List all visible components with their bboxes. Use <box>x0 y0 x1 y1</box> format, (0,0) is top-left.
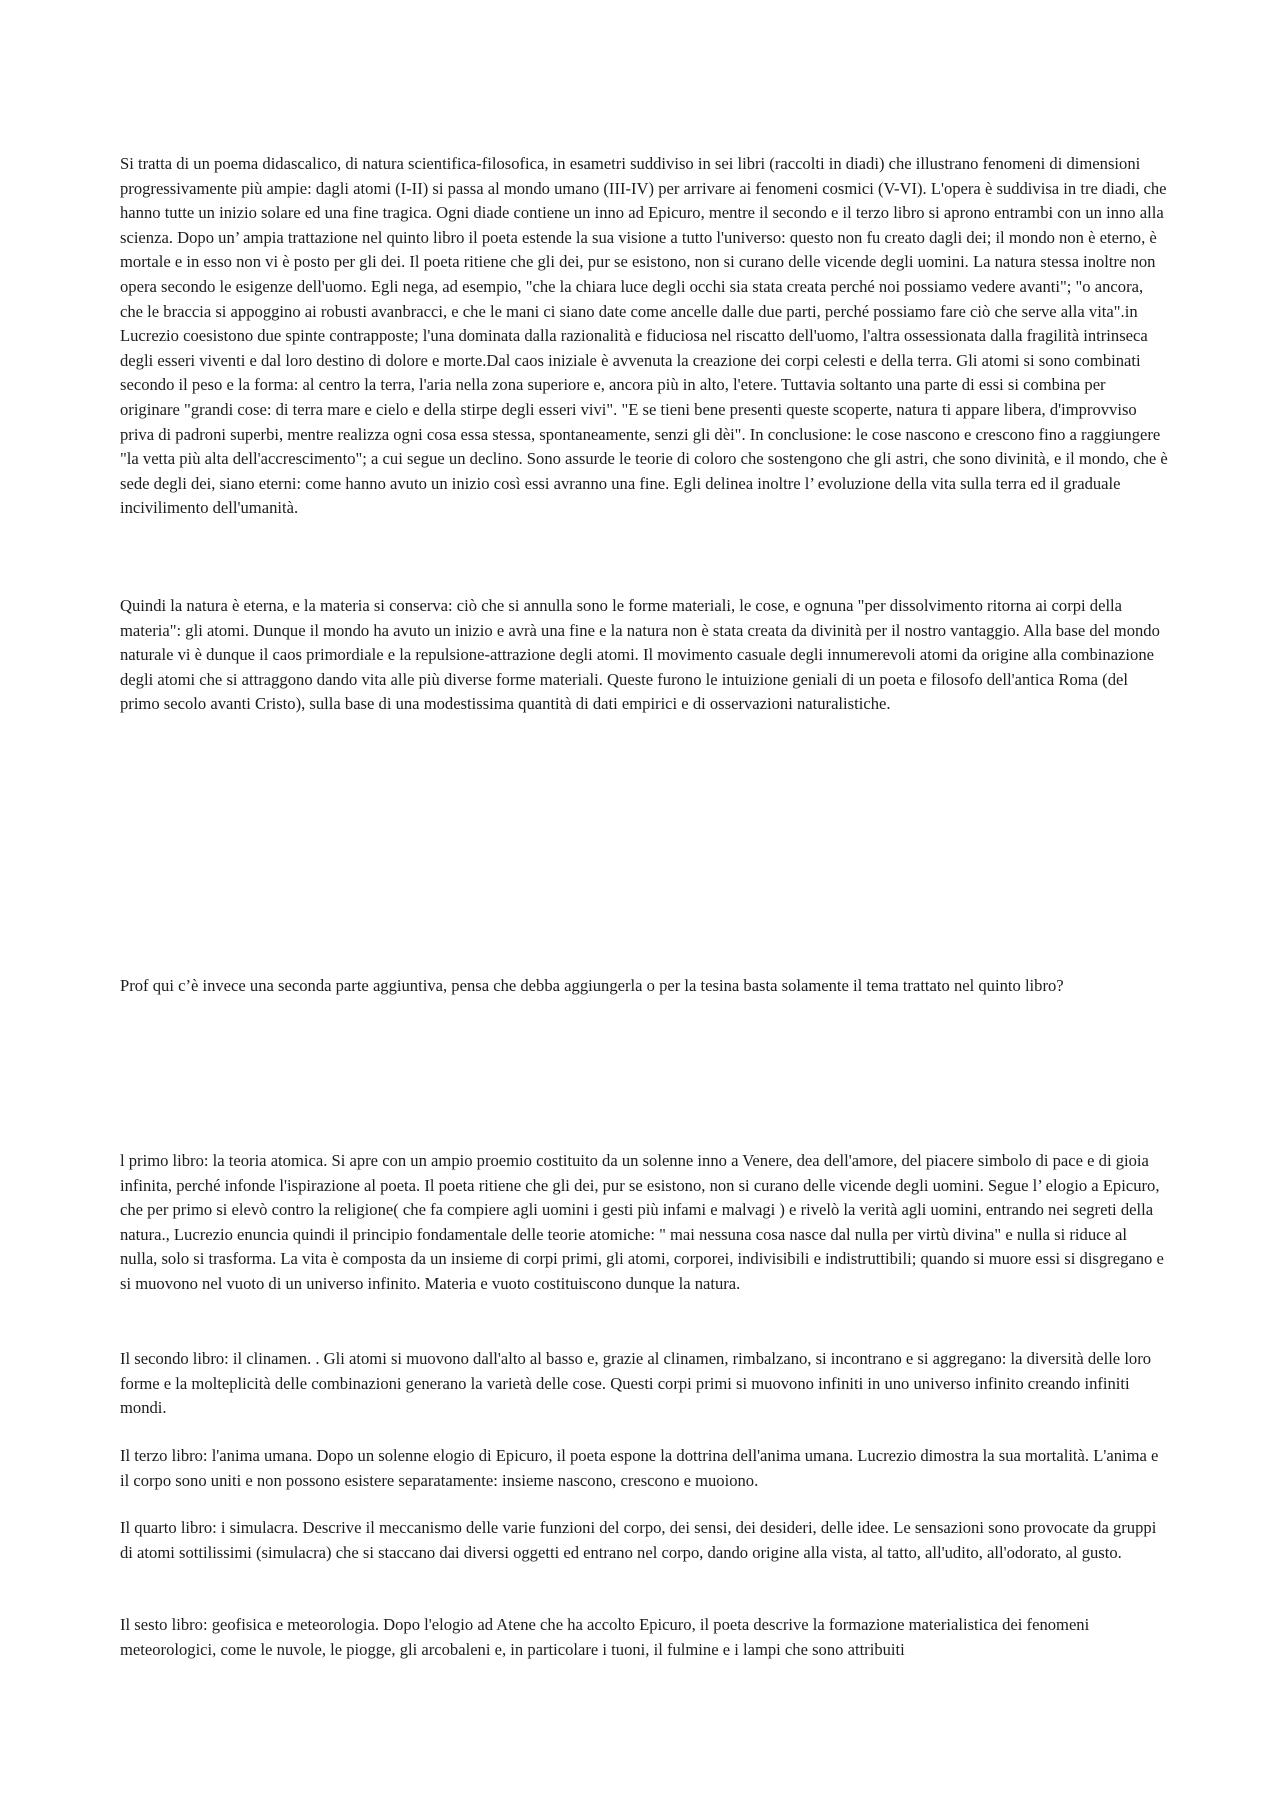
paragraph-book-two: Il secondo libro: il clinamen. . Gli atomi si muovono dall'alto al basso e, grazie al clinamen, rimbalzano, si incontrano e si aggregano: la diversità delle loro forme e la molteplicità delle combinazioni generano la varietà delle cose. Questi corpi primi si muovono infiniti in uno universo infinito creando infiniti mondi. <box>120 1349 1152 1418</box>
paragraph-note-to-prof: Prof qui c’è invece una seconda parte aggiuntiva, pensa che debba aggiungerla o per la tesina basta solamente il tema trattato nel quinto libro? <box>120 976 1064 995</box>
paragraph-poem-overview: Si tratta di un poema didascalico, di natura scientifica-filosofica, in esametri suddiviso in sei libri (raccolti in diadi) che illustrano fenomeni di dimensioni progressivamente più ampie: dagli atomi (I-II) si passa al mondo umano (III-IV) per arrivare ai fenomeni cosmici (V-VI). L'opera è suddivisa in tre diadi, che hanno tutte un inizio solare ed una fine tragica. Ogni diade contiene un inno ad Epicuro, mentre il secondo e il terzo libro si aprono entrambi con un inno alla scienza. Dopo un’ ampia trattazione nel quinto libro il poeta estende la sua visione a tutto l'universo: questo non fu creato dagli dei; il mondo non è eterno, è mortale e in esso non vi è posto per gli dei. Il poeta ritiene che gli dei, pur se esistono, non si curano delle vicende degli uomini. La natura stessa inoltre non opera secondo le esigenze dell'uomo. Egli nega, ad esempio, "che la chiara luce degli occhi sia stata creata perché noi possiamo vedere avanti"; "o ancora, che le braccia si appoggino ai robusti avanbracci, e che le mani ci siano date come ancelle dalle due parti, perché possiamo fare ciò che serve alla vita".in Lucrezio coesistono due spinte contrapposte; l'una dominata dalla razionalità e fiduciosa nel riscatto dell'uomo, l'altra ossessionata dalla fragilità intrinseca degli esseri viventi e dal loro destino di dolore e morte.Dal caos iniziale è avvenuta la creazione dei corpi celesti e della terra. Gli atomi si sono combinati secondo il peso e la forma: al centro la terra, l'aria nella zona superiore e, ancora più in alto, l'etere. Tuttavia soltanto una parte di essi si combina per originare "grandi cose: di terra mare e cielo e della stirpe degli esseri vivi". "E se tieni bene presenti queste scoperte, natura ti appare libera, d'improvviso priva di padroni superbi, mentre realizza ogni cosa essa stessa, spontaneamente, senzi gli dèi". In conclusione: le cose nascono e crescono fino a raggiungere "la vetta più alta dell'accrescimento"; a cui segue un declino. Sono assurde le teorie di coloro che sostengono che gli astri, che sono divinità, e il mondo, che è sede degli dei, siano eterni: come hanno avuto un inizio così essi avranno una fine. Egli delinea inoltre l’ evoluzione della vita sulla terra ed il graduale incivilimento dell'umanità. <box>120 154 1168 518</box>
paragraph-book-four: Il quarto libro: i simulacra. Descrive il meccanismo delle varie funzioni del corpo, dei sensi, dei desideri, delle idee. Le sensazioni sono provocate da gruppi di atomi sottilissimi (simulacra) che si staccano dai diversi oggetti ed entrano nel corpo, dando origine alla vista, al tatto, all'udito, all'odorato, al gusto. <box>120 1518 1157 1562</box>
paragraph-book-three: Il terzo libro: l'anima umana. Dopo un solenne elogio di Epicuro, il poeta espone la dottrina dell'anima umana. Lucrezio dimostra la sua mortalità. L'anima e il corpo sono uniti e non possono esistere separatamente: insieme nascono, crescono e muoiono. <box>120 1446 1159 1490</box>
paragraph-book-one: l primo libro: la teoria atomica. Si apre con un ampio proemio costituito da un solenne inno a Venere, dea dell'amore, del piacere simbolo di pace e di gioia infinita, perché infonde l'ispirazione al poeta. Il poeta ritiene che gli dei, pur se esistono, non si curano delle vicende degli uomini. Segue l’ elogio a Epicuro, che per primo si elevò contro la religione( che fa compiere agli uomini i gesti più infami e malvagi ) e rivelò la verità agli uomini, entrando nei segreti della natura., Lucrezio enuncia quindi il principio fondamentale delle teorie atomiche: " mai nessuna cosa nasce dal nulla per virtù divina" e nulla si riduce al nulla, solo si trasforma. La vita è composta da un insieme di corpi primi, gli atomi, corporei, indivisibili e indistruttibili; quando si muore essi si disgregano e si muovono nel vuoto di un universo infinito. Materia e vuoto costituiscono dunque la natura. <box>120 1151 1164 1293</box>
paragraph-nature-eternal: Quindi la natura è eterna, e la materia si conserva: ciò che si annulla sono le forme materiali, le cose, e ognuna "per dissolvimento ritorna ai corpi della materia": gli atomi. Dunque il mondo ha avuto un inizio e avrà una fine e la natura non è stata creata da divinità per il nostro vantaggio. Alla base del mondo naturale vi è dunque il caos primordiale e la repulsione-attrazione degli atomi. Il movimento casuale degli innumerevoli atomi da origine alla combinazione degli atomi che si attraggono dando vita alle più diverse forme materiali. Queste furono le intuizione geniali di un poeta e filosofo dell'antica Roma (del primo secolo avanti Cristo), sulla base di una modestissima quantità di dati empirici e di osservazioni naturalistiche. <box>120 596 1160 714</box>
paragraph-book-six: Il sesto libro: geofisica e meteorologia. Dopo l'elogio ad Atene che ha accolto Epicuro, il poeta descrive la formazione materialistica dei fenomeni meteorologici, come le nuvole, le piogge, gli arcobaleni e, in particolare i tuoni, il fulmine e i lampi che sono attribuiti <box>120 1615 1090 1659</box>
